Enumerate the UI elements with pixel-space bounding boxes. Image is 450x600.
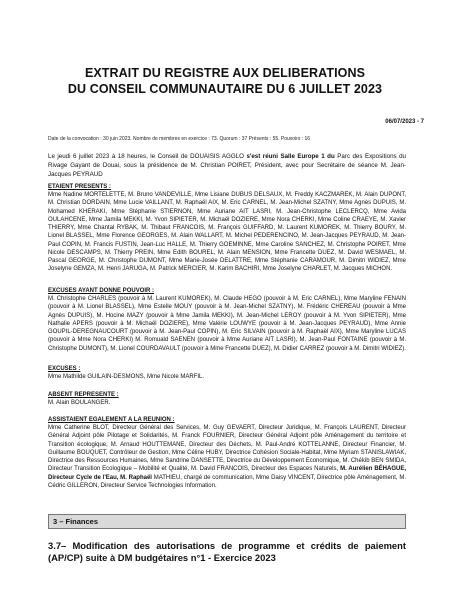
document-title-line2: DU CONSEIL COMMUNAUTAIRE DU 6 JUILLET 2023 — [67, 82, 383, 96]
present-heading: ETAIENT PRESENTS : — [48, 184, 111, 190]
excused-power-heading: EXCUSES AYANT DONNE POUVOIR : — [48, 288, 155, 294]
intro-text-2: Parc des Expositions du Rivage Gayant de Douai, sous la présidence de M. Christian POIRET, Président, avec pour Secrétaire de séance M. Jean-Jacques PEYRAUD — [48, 153, 406, 178]
convocation-info: Date de la convocation : 30 juin 2023. Nombre de membres en exercice : 73. Quorum : 37 Présents : 55. Pouvoirs : 16 — [48, 136, 311, 142]
intro-paragraph — [48, 153, 406, 179]
assist-list — [48, 424, 406, 490]
absent-list: M. Alain BOULANGER. — [48, 400, 111, 406]
deliberation-subheading: 3.7– Modification des autorisations de programme et crédits de paiement (AP/CP) suite à DM budgétaires n°1 - Exercice 2023 — [48, 540, 406, 563]
excused-heading: EXCUSES : — [48, 366, 81, 372]
document-title-line1: EXTRAIT DU REGISTRE AUX DELIBERATIONS — [84, 66, 366, 80]
assist-text-bold: M. Aurélien BÉHAGUE, Directeur Cycle de l'Eau, M. Raphaël — [48, 466, 406, 481]
excused-power-list: M. Christophe CHARLES (pouvoir à M. Laurent KUMOREK), M. Claude HEGO (pouvoir à M. Eric CARNEL), Mme Maryline FENAIN (pouvoir à M. Lionel BLASSEL), Mme Estelle MOUY (pouvoir à M. Jean-Michel SZATNY), M. Frédéric CHEREAU (pouvoir à Mme Agnès DUPUIS), M. Hocine MAZY (pouvoir à Mme Jamila MEKKI), M. Jean-Michel LEROY (pouvoir à M. Yvon SIPIETER), Mme Nathalie APERS (pouvoir à M. Michaël DOZIERE), Mme Valérie LOUWYE (pouvoir à M. Jean-Jacques PEYRAUD), Mme Annie GOUPIL-DEREGNAUCOURT (pouvoir à M. Jean-Paul COPIN), M. Eric SILVAIN (pouvoir à M. Raphaël AIX), Mme Maryline LUCAS (pouvoir à Mme Nora CHERKI) M. Romuald SAENEN (pouvoir à Mme Auriane AIT LASRI), M. Jean-Paul FONTAINE (pouvoir à M. Christophe DUMONT), M. Lionel COURDAVAULT (pouvoir à Mme Francette DUEZ), M. Didier CARREZ (pouvoir à M. Dimitri WIDIEZ). — [48, 296, 406, 352]
excused-list: Mme Mathilde GUILAIN-DESMONS, Mme Nicole MARFIL. — [48, 374, 205, 380]
intro-text-1: Le jeudi 6 juillet 2023 à 18 heures, le Conseil de DOUAISIS AGGLO — [48, 153, 247, 160]
deliberation-reference: 06/07/2023 - 7 — [385, 119, 424, 125]
intro-text-bold: s'est réuni Salle Europe 1 du — [246, 153, 335, 160]
assist-heading: ASSISTAIENT EGALEMENT A LA REUNION : — [48, 417, 175, 423]
section-label: 3 – Finances — [53, 517, 99, 526]
assist-text-1: Mme Catherine BLOT, Directeur Général des Services, M. Guy GEVAERT, Directeur Juridique, M. François LAURENT, Directeur Général Adjoint pôle Pilotage et Solidarités, M. Franck FOURNIER, Directeur Général Adjoint pôle Aménagement du territoire et Transition écologique, M. Arnaud HOUTTEMANE, Directeur des Déchets, M. Paul-André KOTTELANNE, Directeur Financier, M. Guillaume BOUQUET, Contrôleur de Gestion, Mme Céline HUBY, Directrice Cohésion Sociale-Habitat, Mme Myriam STANISLAWIAK, Directrice des Ressources Humaines, Mme Sandrine DANSETTE, Directrice du Développement Economique, M. Chékib BEN SMIDA, Directeur Transition Ecologique – Mobilité et Qualité, M. David FRANCOIS, Directeur des Espaces Naturels, — [48, 425, 406, 473]
present-list: Mme Nadine MORTELETTE, M. Bruno VANDEVILLE, Mme Lisiane DUBUS DELSAUX, M. Freddy KACZMAREK, M. Alain DUPONT, M. Christian DORDAIN, Mme Lucie VAILLANT, M. Raphaël AIX, M. Eric CARNEL, M. Jean-Michel SZATNY, Mme Agnès DUPUIS, M. Mohamed KHERAKI, Mme Stéphanie STIERNON, Mme Auriane AIT LASRI, M. Jean-Christophe LECLERCQ, Mme Avida OULAHCENE, Mme Jamila MEKKI, M. Yvon SIPIETER, M. Michaël DOZIERE, Mme Nora CHERKI, Mme Coline CRAEYE, M. Xavier THIERRY, Mme Chantal RYBAK, M. Thibaut FRANCOIS, M. François GUIFFARD, M. Laurent KUMOREK, M. Thierry BOURY, M. Lionel BLASSEL, Mme Florence GEORGES, M. Alain WALLART, M. Michel PEDERENCINO, M. Jean-Jacques PEYRAUD, M. Jean-Paul COPIN, M. Francis FUSTIN, Jean-Luc HALLE, M. Thierry GOEMINNE, Mme Caroline SANCHEZ, M. Christophe POIRET, Mme Nicole DESCAMPS, M. Thierry PREIN, Mme Edith BOUREL, M. Alain MENSION, Mme Francette DUEZ, M. David WESMAEL, M. Pascal GEORGE, M. Christophe DUMONT, Mme Marie-Josée DELATTRE, Mme Stéphanie CARAMOUR, M. Dimitri WIDIEZ, Mme Joselyne GEMZA, M. Henri JARUGA, M. Patrick MERCIER, M. Karim BACHIRI, Mme Joselyne CHARLET, M. Jacques MICHON. — [48, 192, 406, 273]
assist-text-2: MATHIEU, chargé de communication, Mme Daisy VINCENT, Directrice pôle Aménagement, M. Cédric GILLERON, Directeur Service Technologies Information. — [48, 474, 406, 489]
section-bar-finances — [48, 514, 406, 529]
absent-heading: ABSENT REPRESENTE : — [48, 392, 119, 398]
